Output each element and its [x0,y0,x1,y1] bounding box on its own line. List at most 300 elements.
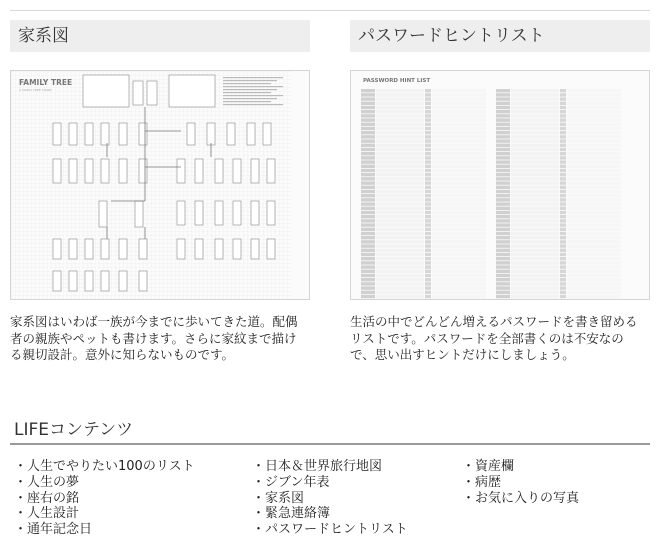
hint-cell [511,215,559,218]
hint-cell [376,236,424,239]
row-marker [560,219,566,222]
row-marker [425,127,431,130]
hint-cell [511,194,559,197]
hint-cell [432,127,486,130]
hint-cell [567,169,621,172]
hint-cell [511,249,559,252]
row-marker [560,131,566,134]
hint-cell [567,274,621,277]
hint-cell [511,169,559,172]
row-index-cell [361,202,375,205]
row-index-cell [496,249,510,252]
person-box [251,201,259,225]
row-index-cell [496,190,510,193]
row-index-cell [496,282,510,285]
top-divider [10,10,650,11]
life-list-column-1 [14,459,195,538]
row-index-cell [361,139,375,142]
hint-cell [432,249,486,252]
family-tree-heading: 家系図 [10,20,310,52]
person-box [187,123,195,145]
person-box [85,123,93,145]
hint-cell [511,123,559,126]
row-marker [425,215,431,218]
row-index-cell [496,97,510,100]
hint-cell [376,89,424,92]
hint-cell [432,244,486,247]
row-marker [560,282,566,285]
person-box [233,201,241,225]
hint-cell [511,232,559,235]
row-index-cell [361,160,375,163]
row-marker [425,278,431,281]
hint-cell [567,127,621,130]
person-box [99,201,107,227]
hint-cell [511,118,559,121]
row-index-cell [361,211,375,214]
person-box [215,201,223,225]
hint-cell [511,152,559,155]
hint-cell [511,257,559,260]
hint-cell [376,223,424,226]
row-index-cell [496,291,510,294]
row-marker [560,177,566,180]
life-contents-divider [10,443,650,445]
hint-cell [376,169,424,172]
person-box [101,239,109,259]
photo-box [83,75,129,107]
password-hint-preview [351,71,631,299]
person-box [101,159,109,183]
row-index-cell [496,261,510,264]
hint-cell [511,202,559,205]
row-index-cell [361,278,375,281]
row-marker [425,152,431,155]
person-box [101,123,109,145]
hint-cell [567,123,621,126]
hint-cell [376,190,424,193]
row-index-cell [361,244,375,247]
hint-cell [567,89,621,92]
row-marker [425,223,431,226]
row-index-cell [361,236,375,239]
row-marker [560,139,566,142]
hint-cell [567,97,621,100]
hint-cell [567,194,621,197]
person-box [85,239,93,259]
person-box [53,159,61,183]
hint-cell [567,278,621,281]
hint-cell [432,219,486,222]
hint-cell [511,270,559,273]
hint-cell [567,165,621,168]
hint-cell [567,257,621,260]
hint-cell [567,118,621,121]
hint-cell [432,135,486,138]
row-marker [560,244,566,247]
row-marker [425,190,431,193]
hint-cell [511,274,559,277]
row-index-cell [361,257,375,260]
row-marker [425,249,431,252]
hint-cell [567,295,621,298]
row-marker [560,194,566,197]
row-marker [425,118,431,121]
family-tree-thumb-subtitle: A FAMILY TREE CHART [19,88,52,92]
row-index-cell [361,286,375,289]
hint-cell [432,139,486,142]
hint-cell [511,286,559,289]
hint-cell [376,202,424,205]
hint-cell [567,211,621,214]
hint-cell [567,135,621,138]
hint-cell [376,228,424,231]
row-index-cell [361,89,375,92]
hint-cell [511,97,559,100]
person-box [233,159,241,183]
row-index-cell [496,93,510,96]
list-item: ・ 資産欄 [462,459,579,475]
person-box [119,239,127,259]
hint-cell [511,135,559,138]
hint-cell [432,202,486,205]
hint-cell [432,253,486,256]
hint-cell [432,102,486,105]
row-marker [560,257,566,260]
hint-cell [376,261,424,264]
row-marker [425,97,431,100]
hint-cell [511,244,559,247]
hint-cell [511,190,559,193]
hint-cell [511,223,559,226]
row-index-cell [361,148,375,151]
hint-cell [511,173,559,176]
row-index-cell [361,156,375,159]
hint-cell [567,249,621,252]
text-line [223,86,283,87]
hint-cell [511,144,559,147]
row-marker [560,295,566,298]
person-box [119,159,127,183]
row-marker [425,110,431,113]
hint-cell [567,207,621,210]
hint-cell [432,278,486,281]
row-index-cell [361,144,375,147]
hint-cell [376,286,424,289]
hint-cell [567,219,621,222]
hint-cell [376,244,424,247]
row-index-cell [361,219,375,222]
row-marker [560,173,566,176]
row-index-cell [496,152,510,155]
person-box [119,123,127,145]
hint-cell [376,207,424,210]
list-item: ・ 緊急連絡簿 [252,506,408,522]
row-index-cell [496,89,510,92]
hint-cell [567,144,621,147]
hint-cell [376,278,424,281]
hint-cell [511,253,559,256]
row-index-cell [496,181,510,184]
row-index-cell [361,97,375,100]
hint-cell [376,152,424,155]
person-box [139,239,147,259]
row-marker [425,123,431,126]
row-marker [425,139,431,142]
hint-cell [376,211,424,214]
row-marker [425,177,431,180]
row-index-cell [496,207,510,210]
hint-cell [376,139,424,142]
row-index-cell [361,106,375,109]
hint-cell [432,295,486,298]
hint-cell [376,110,424,113]
hint-cell [567,186,621,189]
hint-cell [511,177,559,180]
person-box [101,271,109,291]
row-index-cell [496,274,510,277]
hint-cell [376,295,424,298]
person-box [69,123,77,145]
row-marker [425,144,431,147]
hint-cell [567,253,621,256]
list-item: ・ 座右の銘 [14,491,195,507]
hint-cell [376,282,424,285]
hint-cell [432,274,486,277]
hint-cell [511,211,559,214]
row-marker [425,114,431,117]
row-marker [425,194,431,197]
hint-cell [432,270,486,273]
row-index-cell [361,165,375,168]
row-marker [560,144,566,147]
row-index-cell [361,152,375,155]
person-box [267,201,275,225]
row-index-cell [496,198,510,201]
row-index-cell [496,211,510,214]
row-marker [560,207,566,210]
row-index-cell [361,127,375,130]
row-index-cell [361,228,375,231]
person-box [69,159,77,183]
row-index-cell [361,215,375,218]
hint-cell [376,118,424,121]
hint-cell [567,173,621,176]
hint-cell [376,131,424,134]
hint-cell [432,194,486,197]
row-marker [425,270,431,273]
row-marker [560,223,566,226]
hint-cell [567,291,621,294]
password-hint-thumb-title: PASSWORD HINT LIST [363,78,431,84]
hint-cell [432,160,486,163]
password-hint-description: 生活の中でどんどん増えるパスワードを書き留めるリストです。パスワードを全部書くのは不安なので、思い出すヒントだけにしましょう。 [350,314,638,362]
hint-cell [567,106,621,109]
row-index-cell [496,194,510,197]
row-marker [560,93,566,96]
person-box [53,271,61,291]
hint-cell [376,173,424,176]
hint-cell [511,127,559,130]
row-index-cell [361,198,375,201]
hint-cell [511,148,559,151]
hint-cell [567,198,621,201]
hint-cell [567,202,621,205]
person-box [85,271,93,291]
hint-cell [432,123,486,126]
hint-cell [432,110,486,113]
row-index-cell [496,139,510,142]
row-marker [560,215,566,218]
hint-cell [567,244,621,247]
list-item: ・ 人生設計 [14,506,195,522]
list-item: ・ ジブン年表 [252,475,408,491]
row-index-cell [496,202,510,205]
row-marker [425,156,431,159]
row-index-cell [496,160,510,163]
hint-cell [432,173,486,176]
hint-cell [567,131,621,134]
row-marker [560,181,566,184]
row-marker [560,228,566,231]
row-marker [560,165,566,168]
row-index-cell [496,110,510,113]
hint-cell [376,177,424,180]
person-box [263,123,271,145]
hint-cell [567,232,621,235]
hint-cell [511,282,559,285]
person-box [147,81,157,105]
row-index-cell [361,177,375,180]
hint-cell [567,265,621,268]
hint-cell [511,265,559,268]
row-index-cell [496,253,510,256]
row-index-cell [496,106,510,109]
row-index-cell [496,286,510,289]
row-marker [425,265,431,268]
row-marker [425,148,431,151]
row-marker [560,102,566,105]
row-marker [425,236,431,239]
hint-cell [432,186,486,189]
row-index-cell [361,291,375,294]
hint-cell [567,177,621,180]
hint-cell [376,127,424,130]
hint-cell [511,131,559,134]
hint-cell [567,215,621,218]
row-index-cell [496,186,510,189]
row-marker [560,198,566,201]
hint-cell [376,114,424,117]
hint-cell [376,215,424,218]
row-index-cell [361,265,375,268]
row-marker [560,211,566,214]
person-box [247,123,255,145]
person-box [85,159,93,183]
row-marker [425,257,431,260]
person-box [195,159,203,183]
row-index-cell [496,215,510,218]
row-index-cell [361,295,375,298]
hint-cell [376,249,424,252]
row-index-cell [496,102,510,105]
row-marker [560,274,566,277]
hint-cell [432,286,486,289]
person-box [251,159,259,183]
row-marker [425,286,431,289]
row-marker [560,156,566,159]
row-index-cell [496,127,510,130]
row-index-cell [361,232,375,235]
row-index-cell [361,253,375,256]
hint-cell [567,240,621,243]
row-marker [560,106,566,109]
hint-cell [511,165,559,168]
row-marker [425,207,431,210]
text-line [223,89,277,90]
hint-cell [511,156,559,159]
row-marker [425,211,431,214]
person-box [139,123,147,145]
row-index-cell [361,240,375,243]
hint-cell [511,278,559,281]
row-index-cell [496,173,510,176]
hint-cell [432,223,486,226]
row-marker [560,232,566,235]
row-index-cell [361,261,375,264]
text-line [223,95,283,96]
row-marker [425,89,431,92]
row-marker [425,173,431,176]
hint-cell [432,181,486,184]
row-marker [560,97,566,100]
person-box [53,239,61,259]
row-marker [425,232,431,235]
person-box [177,201,185,225]
hint-cell [432,144,486,147]
hint-cell [376,198,424,201]
hint-cell [376,274,424,277]
row-marker [560,186,566,189]
hint-cell [432,97,486,100]
row-index-cell [496,169,510,172]
row-index-cell [361,173,375,176]
hint-cell [432,282,486,285]
hint-cell [567,286,621,289]
hint-cell [567,102,621,105]
row-marker [560,160,566,163]
hint-cell [511,291,559,294]
hint-cell [376,135,424,138]
hint-cell [432,152,486,155]
hint-cell [511,114,559,117]
hint-cell [432,291,486,294]
hint-cell [567,152,621,155]
row-marker [425,253,431,256]
person-box [135,201,143,227]
person-box [227,123,235,145]
person-box [267,159,275,183]
person-box [177,239,185,259]
row-index-cell [361,270,375,273]
row-index-cell [361,249,375,252]
row-index-cell [496,118,510,121]
hint-cell [567,148,621,151]
text-line [223,92,271,93]
row-marker [560,261,566,264]
row-index-cell [361,123,375,126]
row-index-cell [361,131,375,134]
